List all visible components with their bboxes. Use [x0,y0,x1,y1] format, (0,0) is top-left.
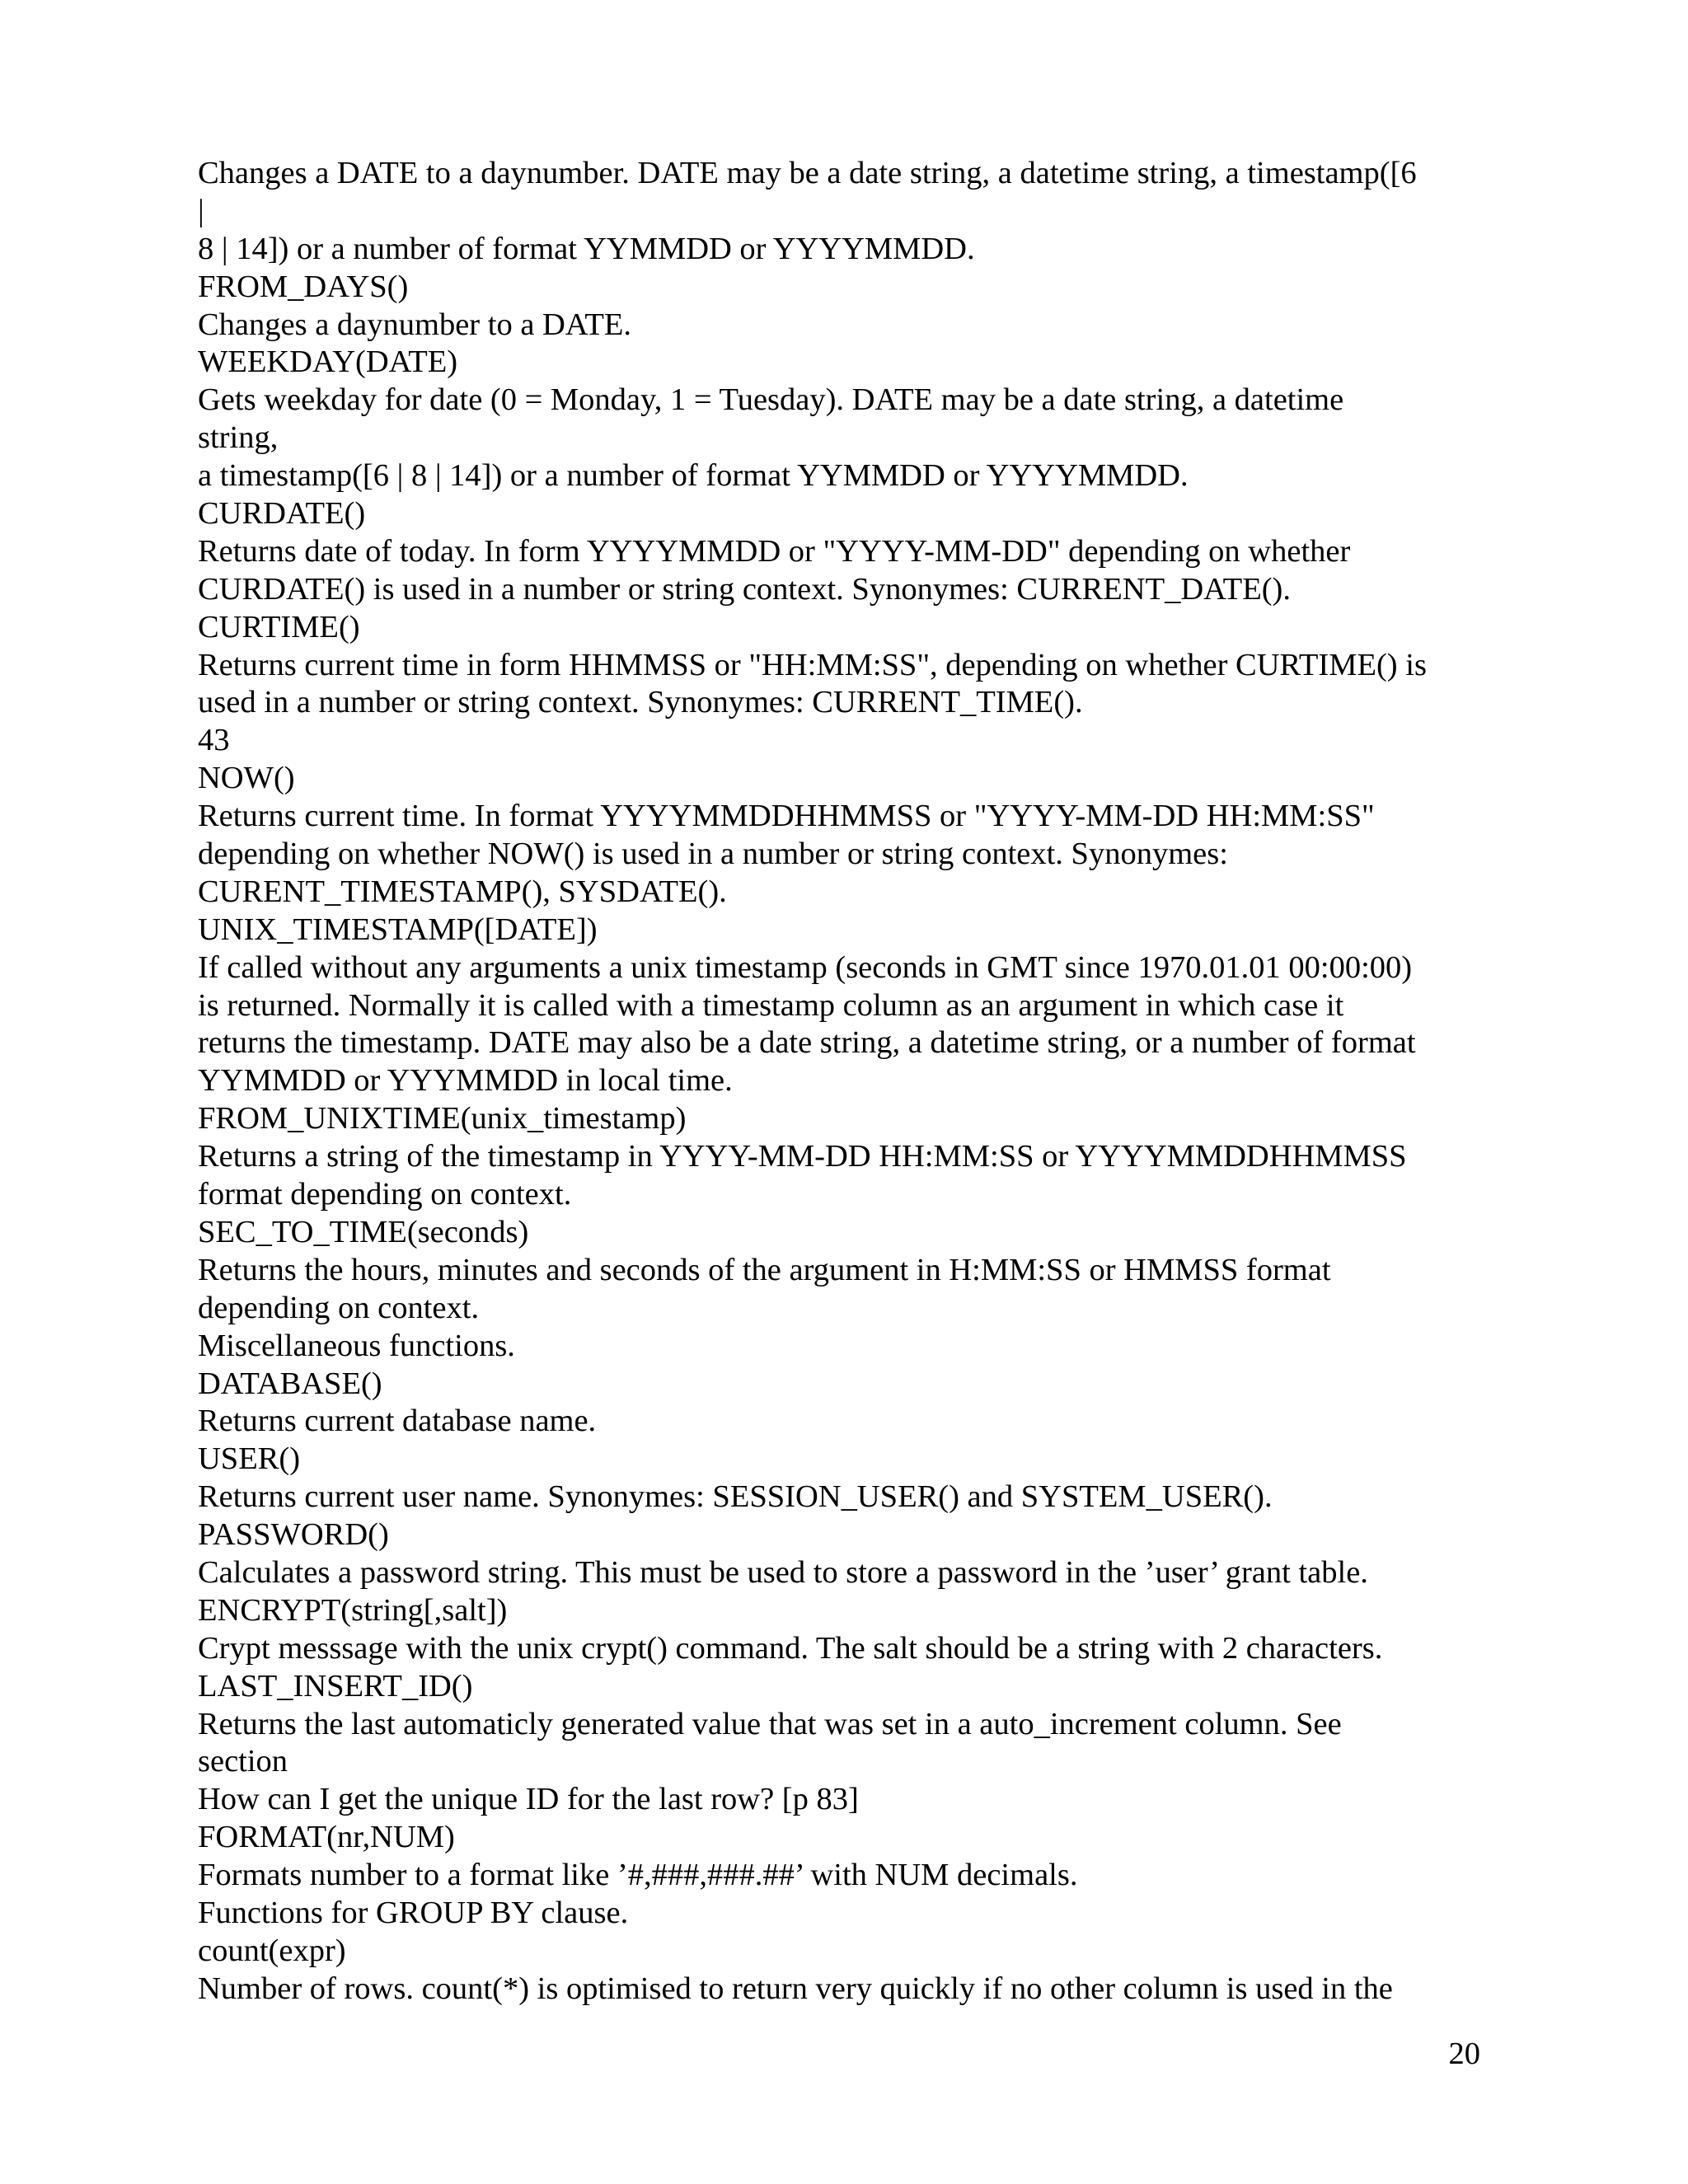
text-line: section [198,1744,288,1779]
text-line: Returns date of today. In form YYYYMMDD or "YYYY-MM-DD" depending on whether [198,533,1351,569]
text-line: is returned. Normally it is called with a timestamp column as an argument in which case it [198,987,1344,1023]
text-line: 8 | 14]) or a number of format YYMMDD or YYYYMMDD. [198,231,975,266]
function-heading: UNIX_TIMESTAMP([DATE]) [198,912,598,947]
text-line: Returns current user name. Synonymes: SESSION_USER() and SYSTEM_USER(). [198,1479,1273,1515]
text-line: Returns current time in form HHMMSS or "HH:MM:SS", depending on whether CURTIME() is [198,647,1427,682]
text-line: CURDATE() is used in a number or string context. Synonymes: CURRENT_DATE(). [198,571,1291,607]
function-heading: CURTIME() [198,609,360,644]
text-line: Returns the hours, minutes and seconds of the argument in H:MM:SS or HMMSS format [198,1252,1331,1287]
text-line: If called without any arguments a unix timestamp (seconds in GMT since 1970.01.01 00:00:00) [198,949,1413,985]
text-line: Gets weekday for date (0 = Monday, 1 = Tuesday). DATE may be a date string, a datetime [198,382,1344,418]
text-line: CURENT_TIMESTAMP(), SYSDATE(). [198,874,727,909]
text-line: | [198,193,204,228]
text-line: 43 [198,723,230,758]
text-line: Formats number to a format like ’#,###,###.##’ with NUM decimals. [198,1858,1078,1893]
text-line: Returns the last automaticly generated value that was set in a auto_increment column. See [198,1706,1342,1741]
text-line: depending on whether NOW() is used in a number or string context. Synonymes: [198,837,1228,872]
body-text [198,155,1500,2008]
function-heading: FORMAT(nr,NUM) [198,1820,455,1855]
function-heading: WEEKDAY(DATE) [198,344,458,380]
text-line: Crypt messsage with the unix crypt() command. The salt should be a string with 2 characters. [198,1630,1383,1666]
function-heading: USER() [198,1441,301,1477]
function-heading: NOW() [198,761,295,796]
text-line: Calculates a password string. This must be used to store a password in the ’user’ grant table. [198,1554,1368,1590]
text-line: Returns a string of the timestamp in YYYY-MM-DD HH:MM:SS or YYYYMMDDHHMMSS [198,1139,1407,1174]
function-heading: DATABASE() [198,1366,382,1401]
text-line: used in a number or string context. Synonymes: CURRENT_TIME(). [198,685,1083,720]
text-line: string, [198,420,279,456]
text-line: Returns current database name. [198,1404,597,1439]
function-heading: FROM_UNIXTIME(unix_timestamp) [198,1101,687,1137]
text-line: Changes a DATE to a daynumber. DATE may be a date string, a datetime string, a timestamp([6 [198,156,1417,190]
text-line: Changes a daynumber to a DATE. [198,307,632,342]
text-line: depending on context. [198,1290,480,1325]
section-heading: Miscellaneous functions. [198,1328,515,1363]
text-line: Returns current time. In format YYYYMMDDHHMMSS or "YYYY-MM-DD HH:MM:SS" [198,799,1375,834]
text-line: How can I get the unique ID for the last row? [p 83] [198,1782,859,1817]
page-number: 20 [1448,2036,1480,2071]
function-heading: count(expr) [198,1933,346,1968]
function-heading: CURDATE() [198,496,366,532]
text-line: format depending on context. [198,1177,572,1212]
text-line: Number of rows. count(*) is optimised to return very quickly if no other column is used in the [198,1971,1393,2006]
function-heading: LAST_INSERT_ID() [198,1668,473,1704]
function-heading: SEC_TO_TIME(seconds) [198,1214,529,1249]
text-line: YYMMDD or YYYMMDD in local time. [198,1063,733,1099]
text-line: returns the timestamp. DATE may also be a date string, a datetime string, or a number of format [198,1025,1416,1061]
function-heading: ENCRYPT(string[,salt]) [198,1592,508,1628]
text-line: a timestamp([6 | 8 | 14]) or a number of format YYMMDD or YYYYMMDD. [198,458,1189,494]
section-heading: Functions for GROUP BY clause. [198,1895,629,1930]
function-heading: PASSWORD() [198,1517,389,1553]
function-heading: FROM_DAYS() [198,269,409,304]
